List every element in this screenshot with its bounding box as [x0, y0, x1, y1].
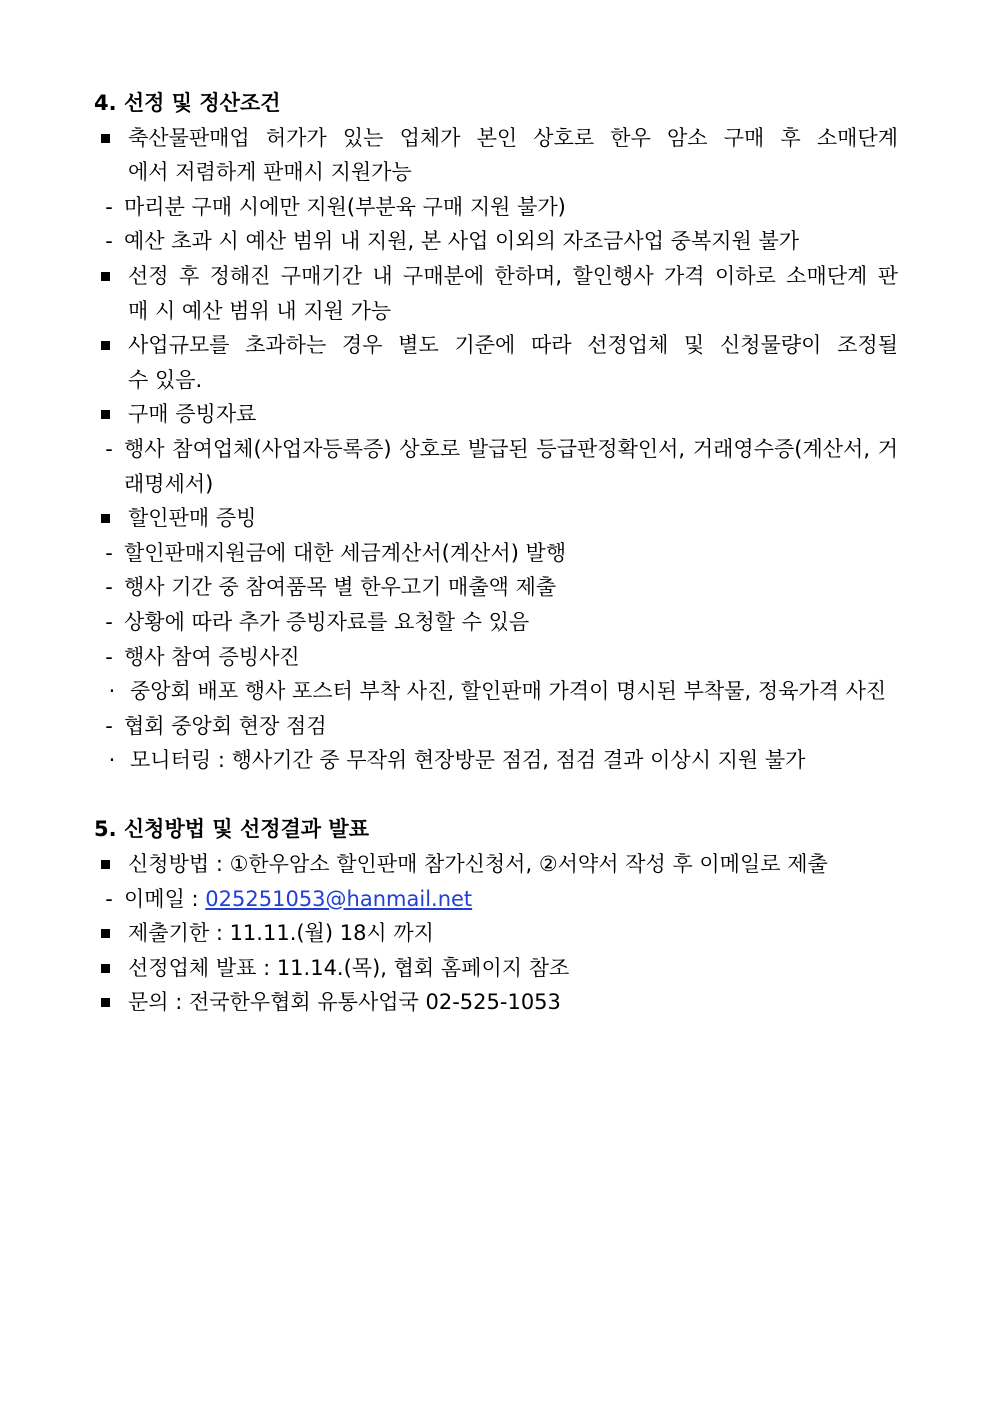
bullet-item: [94, 985, 898, 1020]
bullet-text: [128, 259, 898, 328]
bullet-item: [94, 847, 898, 882]
dot-item: [94, 674, 898, 709]
square-bullet-icon: [94, 328, 128, 363]
dash-item: [94, 190, 898, 225]
dash-marker: -: [105, 194, 113, 219]
bullet-text: 문의 : 전국한우협회 유통사업국 02-525-1053: [128, 990, 561, 1015]
bullet-line: 수 있음.: [128, 367, 203, 392]
bullet-text: [128, 328, 898, 397]
square-bullet-icon: [94, 985, 128, 1020]
dash-text: 행사 참여 증빙사진: [124, 644, 300, 669]
dash-text: 상황에 따라 추가 증빙자료를 요청할 수 있음: [124, 609, 530, 634]
dot-marker: ·: [108, 679, 116, 704]
dot-text: 중앙회 배포 행사 포스터 부착 사진, 할인판매 가격이 명시된 부착물, 정육가격 사진: [130, 679, 887, 704]
section-4: [94, 86, 898, 778]
dash-marker: -: [105, 229, 113, 254]
dot-text: 모니터링 : 행사기간 중 무작위 현장방문 점검, 점검 결과 이상시 지원 불가: [130, 748, 806, 773]
dot-item: [94, 743, 898, 778]
dot-marker: ·: [108, 748, 116, 773]
bullet-text: 제출기한 : 11.11.(월) 18시 까지: [128, 921, 434, 946]
dash-text: 할인판매지원금에 대한 세금계산서(계산서) 발행: [124, 540, 567, 565]
bullet-line: 선정 후 정해진 구매기간 내 구매분에 한하며, 할인행사 가격 이하로 소매단계 판: [128, 263, 898, 288]
bullet-item: [94, 501, 898, 536]
dash-marker: -: [105, 609, 113, 634]
bullet-text: 선정업체 발표 : 11.14.(목), 협회 홈페이지 참조: [128, 955, 570, 980]
bullet-text: 할인판매 증빙: [128, 506, 257, 531]
square-bullet-icon: [94, 259, 128, 294]
email-label: 이메일 :: [124, 886, 206, 911]
bullet-item: [94, 121, 898, 190]
bullet-item: [94, 397, 898, 432]
dash-item: [94, 605, 898, 640]
bullet-item: [94, 951, 898, 986]
bullet-item: [94, 916, 898, 951]
bullet-text: 신청방법 : ①한우암소 할인판매 참가신청서, ②서약서 작성 후 이메일로 제출: [128, 852, 828, 877]
dash-marker: -: [105, 644, 113, 669]
dash-text: [124, 432, 898, 501]
bullet-item: [94, 328, 898, 397]
bullet-line: 축산물판매업 허가가 있는 업체가 본인 상호로 한우 암소 구매 후 소매단계: [128, 125, 898, 150]
section-5-title: 5. 신청방법 및 선정결과 발표: [94, 817, 369, 842]
dash-item: [94, 224, 898, 259]
square-bullet-icon: [94, 397, 128, 432]
square-bullet-icon: [94, 951, 128, 986]
bullet-text: [128, 121, 898, 190]
dash-text: 마리분 구매 시에만 지원(부분육 구매 지원 불가): [124, 194, 566, 219]
dash-text: 예산 초과 시 예산 범위 내 지원, 본 사업 이외의 자조금사업 중복지원 불가: [124, 229, 800, 254]
square-bullet-icon: [94, 916, 128, 951]
dash-text: 행사 기간 중 참여품목 별 한우고기 매출액 제출: [124, 575, 557, 600]
dash-line: 래명세서): [124, 471, 214, 496]
dash-marker: -: [105, 575, 113, 600]
dash-marker: -: [105, 886, 113, 911]
bullet-line: 에서 저렴하게 판매시 지원가능: [128, 160, 412, 185]
square-bullet-icon: [94, 121, 128, 156]
square-bullet-icon: [94, 501, 128, 536]
dash-marker: -: [105, 436, 113, 461]
bullet-item: [94, 259, 898, 328]
dash-text: 협회 중앙회 현장 점검: [124, 713, 327, 738]
dash-item: [94, 570, 898, 605]
dash-item: [94, 536, 898, 571]
section-5: [94, 812, 898, 1020]
square-bullet-icon: [94, 847, 128, 882]
section-4-title: 4. 선정 및 정산조건: [94, 91, 281, 115]
dash-item: [94, 432, 898, 501]
dash-line: 행사 참여업체(사업자등록증) 상호로 발급된 등급판정확인서, 거래영수증(계산서, 거: [124, 436, 898, 461]
bullet-text: 구매 증빙자료: [128, 402, 257, 427]
dash-item: [94, 640, 898, 675]
section-gap: [94, 778, 898, 813]
bullet-line: 매 시 예산 범위 내 지원 가능: [128, 298, 392, 323]
dash-marker: -: [105, 540, 113, 565]
dash-marker: -: [105, 713, 113, 738]
dash-text: [124, 882, 898, 917]
dash-item: [94, 882, 898, 917]
document-page: [94, 86, 898, 1020]
email-link[interactable]: 025251053@hanmail.net: [205, 886, 473, 911]
bullet-line: 사업규모를 초과하는 경우 별도 기준에 따라 선정업체 및 신청물량이 조정될: [128, 333, 898, 358]
dash-item: [94, 709, 898, 744]
